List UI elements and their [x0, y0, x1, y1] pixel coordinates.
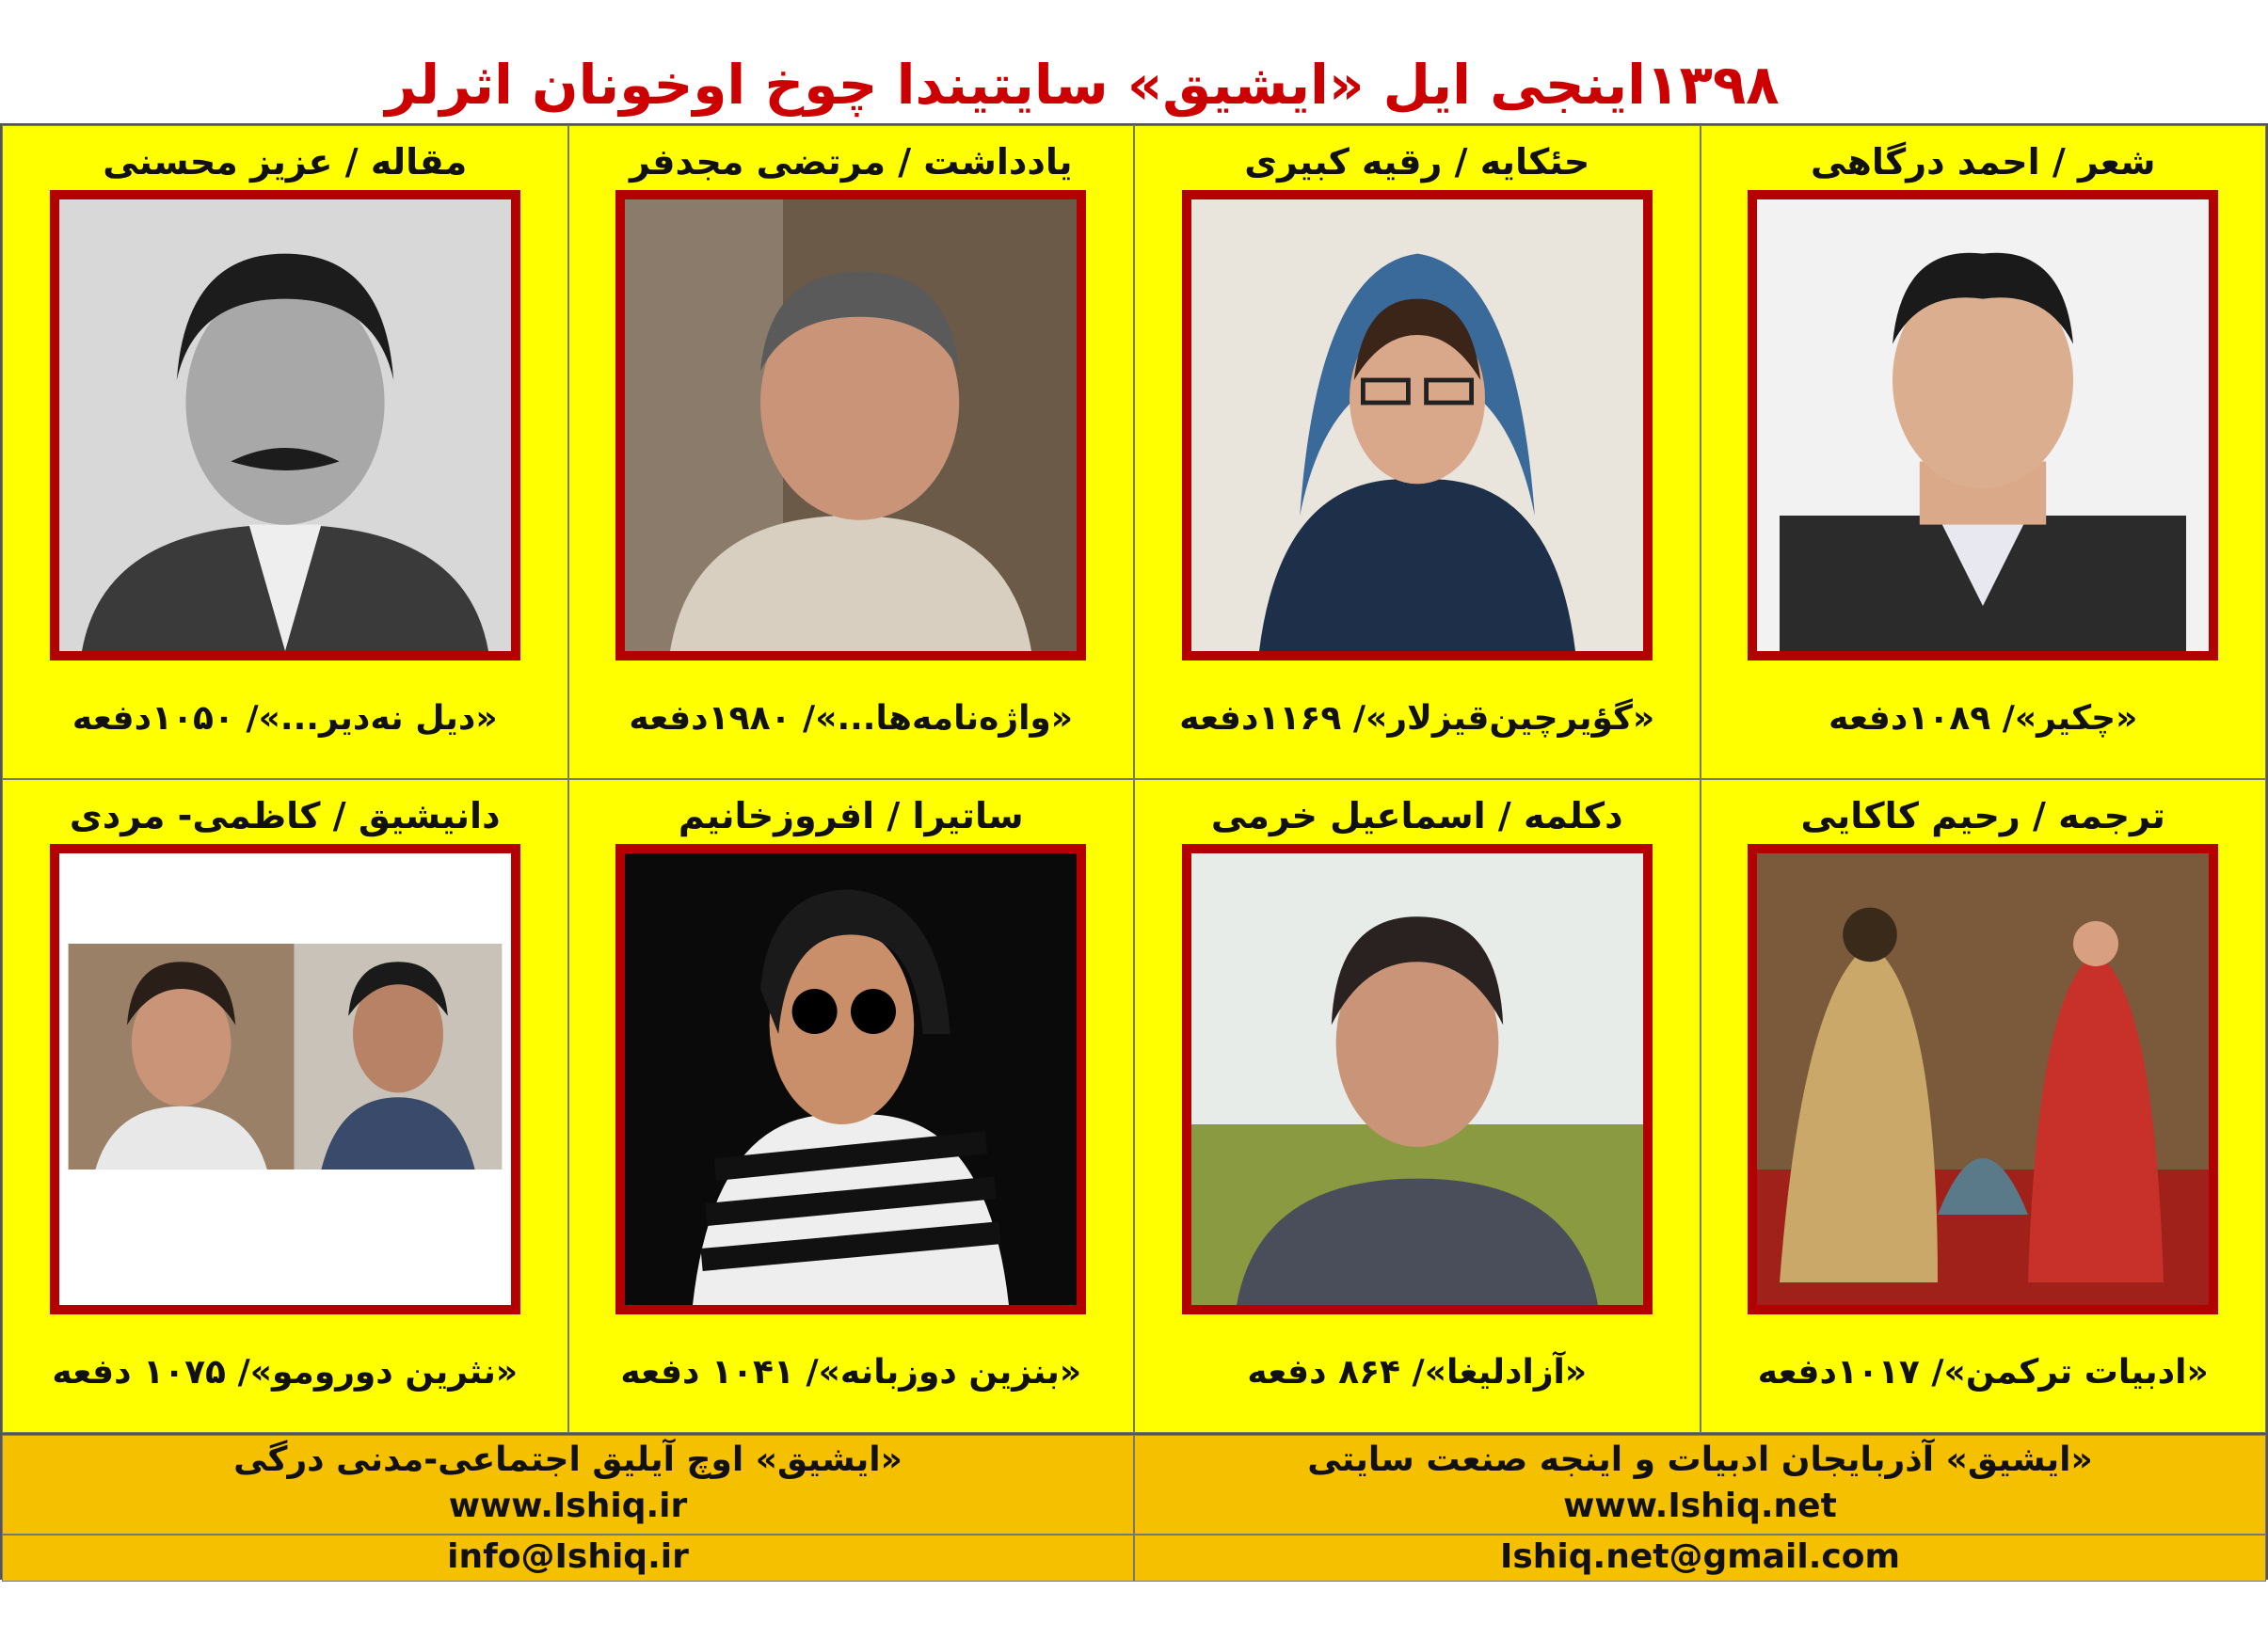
- footer-site-ir: [2, 1435, 1134, 1535]
- footer-site-net: [1134, 1435, 2266, 1535]
- card-caption: «گؤیرچین‌قیزلار»/ ۱۱۶۹دفعه: [1179, 699, 1655, 738]
- card-title: ساتیرا / افروزخانیم: [678, 795, 1024, 836]
- footer: [0, 1433, 2268, 1580]
- card-title: ترجمه / رحیم کاکایی: [1800, 795, 2165, 836]
- author-card: [1701, 779, 2267, 1433]
- page-title: ۱۳۹۸اینجی ایل «ایشیق» سایتیندا چوخ اوخونان اثرلر: [385, 53, 1780, 117]
- card-caption: «واژه‌نامه‌ها...»/ ۱۹۸۰دفعه: [629, 699, 1074, 738]
- photo-frame: [615, 844, 1086, 1314]
- footer-site-ir-url[interactable]: www.Ishiq.ir: [448, 1487, 688, 1525]
- card-title: مقاله / عزیز محسنی: [103, 141, 468, 183]
- photo-frame: [1182, 844, 1653, 1314]
- photo-frame: [50, 190, 520, 660]
- author-card: [1134, 125, 1701, 779]
- card-title: حئکایه / رقیه کبیری: [1244, 141, 1590, 183]
- author-photo: [59, 199, 511, 651]
- footer-site-ir-desc: «ایشیق» اوچ آیلیق اجتماعی-مدنی درگی: [233, 1440, 902, 1479]
- card-caption: «ادبیات ترکمن»/ ۱۰۱۷دفعه: [1757, 1353, 2209, 1392]
- card-caption: «نثرین دورومو»/ ۱۰۷۵ دفعه: [52, 1353, 519, 1392]
- footer-site-net-url[interactable]: www.Ishiq.net: [1563, 1487, 1837, 1525]
- author-card: [2, 779, 568, 1433]
- authors-grid: [0, 123, 2268, 1435]
- photo-frame: [1182, 190, 1653, 660]
- footer-email-ir[interactable]: info@Ishiq.ir: [2, 1535, 1134, 1582]
- card-caption: «بنزین دوزبانه»/ ۱۰۴۱ دفعه: [620, 1353, 1082, 1392]
- footer-site-net-desc: «ایشیق» آذربایجان ادبیات و اینجه صنعت سایتی: [1307, 1440, 2093, 1479]
- card-title: یادداشت / مرتضی مجدفر: [630, 141, 1073, 183]
- author-card: [2, 125, 568, 779]
- author-card: [1701, 125, 2267, 779]
- footer-email-net[interactable]: Ishiq.net@gmail.com: [1134, 1535, 2266, 1582]
- card-caption: «آزادلیغا»/ ۸۶۴ دفعه: [1247, 1353, 1588, 1392]
- photo-frame: [1748, 844, 2218, 1314]
- author-photo: [59, 853, 511, 1305]
- photo-frame: [615, 190, 1086, 660]
- author-photo: [625, 199, 1077, 651]
- author-photo: [625, 853, 1077, 1305]
- author-photo: [1757, 853, 2209, 1305]
- card-title: شعر / احمد درگاهی: [1811, 141, 2156, 183]
- card-caption: «چکیر»/ ۱۰۸۹دفعه: [1829, 699, 2138, 738]
- author-card: [568, 779, 1135, 1433]
- author-card: [568, 125, 1135, 779]
- card-caption: «دیل نه‌دیر...»/ ۱۰۵۰دفعه: [72, 699, 498, 738]
- card-title: دانیشیق / کاظمی- مردی: [69, 795, 501, 836]
- author-photo: [1191, 199, 1643, 651]
- photo-frame: [1748, 190, 2218, 660]
- author-card: [1134, 779, 1701, 1433]
- author-photo: [1757, 199, 2209, 651]
- author-photo: [1191, 853, 1643, 1305]
- card-title: دکلمه / اسماعیل خرمی: [1210, 795, 1623, 836]
- photo-frame: [50, 844, 520, 1314]
